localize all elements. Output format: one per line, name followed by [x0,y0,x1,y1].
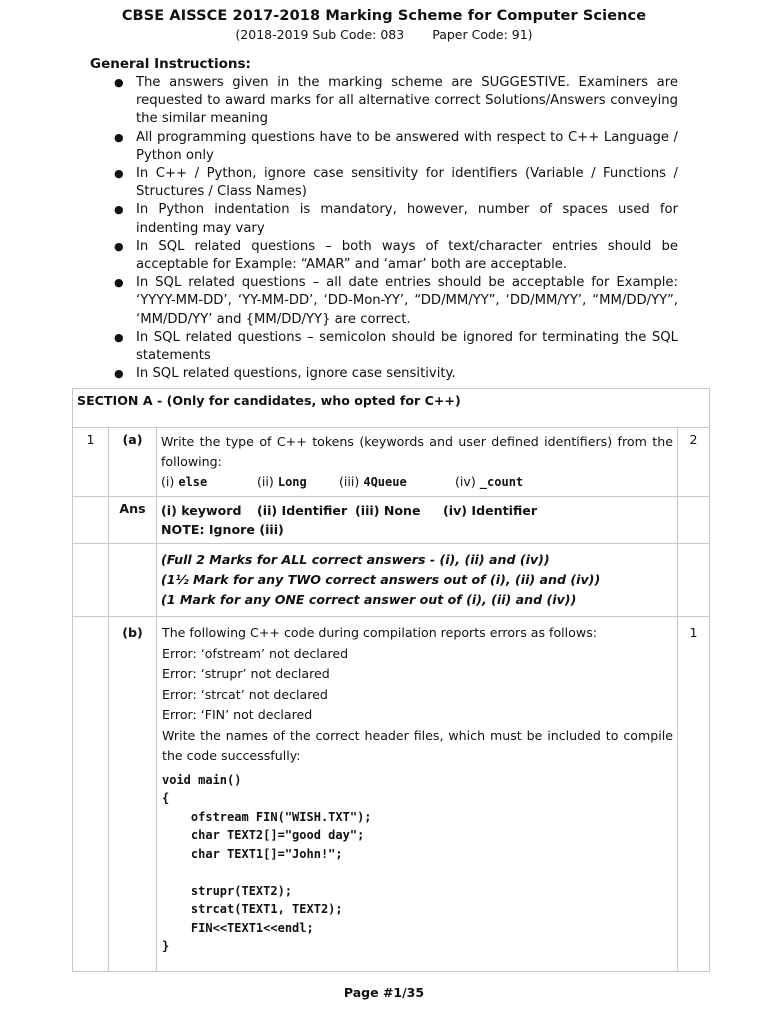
instruction-item [112,129,678,165]
bullet-icon: ● [114,239,124,253]
option-label: (ii) [257,474,274,489]
instruction-item [112,238,678,274]
marking-line: (Full 2 Marks for ALL correct answers - (i), (ii) and (iv)) [161,552,550,567]
question-part: (b) [109,617,157,972]
bullet-icon: ● [114,130,124,144]
instruction-item [112,274,678,329]
question-row [73,617,710,972]
question-marks: 1 [677,617,709,972]
option-label: (i) [161,474,175,489]
empty-cell [73,497,109,544]
error-line: Error: ‘ofstream’ not declared [162,645,349,661]
answer-item: (iv) Identifier [443,503,538,518]
document-title: CBSE AISSCE 2017-2018 Marking Scheme for Computer Science [121,8,647,24]
empty-cell [677,497,709,544]
question-table [72,388,710,972]
marking-line: (1½ Mark for any TWO correct answers out of (i), (ii) and (iv)) [161,572,601,587]
option-token: else [178,475,208,489]
answer-list [161,501,673,520]
error-line: Error: ‘strcat’ not declared [162,686,328,702]
option-label: (iv) [455,474,476,489]
instruction-item [112,165,678,201]
answer-item: (iii) None [355,503,421,518]
instruction-text: In SQL related questions – both ways of text/character entries should be acceptable for Example: “AMAR” and ‘amar’ both are acceptable. [136,238,678,273]
bullet-icon: ● [114,203,124,217]
empty-cell [73,617,109,972]
instruction-text: All programming questions have to be answered with respect to C++ Language / Python only [136,129,678,163]
instruction-text: In SQL related questions – semicolon should be ignored for terminating the SQL statements [136,329,678,364]
option-token: Long [277,475,307,489]
sub-code: (2018-2019 Sub Code: 083 [235,27,405,42]
question-marks: 2 [677,428,709,497]
answer-label: Ans [109,497,157,544]
question-line: The following C++ code during compilation reports errors as follows: [162,625,597,640]
instruction-text: In SQL related questions, ignore case sensitivity. [136,366,456,382]
bullet-icon: ● [114,367,124,381]
answer-row [73,497,710,544]
marking-cell [157,544,678,617]
option-ii [257,472,339,492]
empty-cell [109,544,157,617]
bullet-icon: ● [114,330,124,344]
document-subtitle [0,27,768,42]
empty-cell [73,544,109,617]
instruction-text: In SQL related questions – all date entries should be acceptable for Example: ‘YYYY-MM-DD’, ‘YY-MM-DD’, ‘DD-Mon-YY’, “DD/MM/YY”, ‘DD/MM/YY’, “MM/DD/YY”, ‘MM/DD/YY’ and {MM/DD/YY} are correct. [136,275,678,327]
instruction-text: In C++ / Python, ignore case sensitivity for identifiers (Variable / Functions / Structures / Class Names) [136,166,678,200]
code-block: void main() { ofstream FIN("WISH.TXT"); char TEXT2[]="good day"; char TEXT1[]="John!"; strupr(TEXT2); strcat(TEXT1, TEXT2); FIN<<TEXT1<<endl; } [162,772,372,953]
general-instructions-heading: General Instructions: [90,56,251,72]
question-part: (a) [109,428,157,497]
bullet-icon: ● [114,167,124,181]
answer-item: (ii) Identifier [257,503,348,518]
answer-cell [157,497,678,544]
marking-line: (1 Mark for any ONE correct answer out of (i), (ii) and (iv)) [161,592,577,607]
option-i [161,472,257,492]
token-options [161,472,673,492]
option-token: 4Queue [363,475,407,489]
paper-code: Paper Code: 91) [432,27,533,42]
question-text-cell [157,428,678,497]
bullet-icon: ● [114,76,124,89]
answer-item: (i) keyword [161,503,242,518]
instruction-item [112,201,678,237]
question-row [73,428,710,497]
instruction-item [112,329,678,365]
option-iii [339,472,455,492]
error-line: Error: ‘strupr’ not declared [162,666,330,681]
question-number: 1 [73,428,109,497]
question-text: Write the type of C++ tokens (keywords and user defined identifiers) from the following: [161,434,673,469]
page-number: Page #1/35 [343,985,425,1000]
instruction-item [112,74,678,129]
bullet-icon: ● [114,276,124,290]
question-line: Write the names of the correct header files, which must be included to compile the code successfully: [162,727,673,763]
option-label: (iii) [339,474,360,489]
instruction-text: In Python indentation is mandatory, however, number of spaces used for indenting may vary [136,202,678,236]
marking-row [73,544,710,617]
answer-note: NOTE: Ignore (iii) [161,522,284,537]
instruction-item [112,365,678,383]
instruction-text: The answers given in the marking scheme are SUGGESTIVE. Examiners are requested to award marks for all alternative correct Solutions/Answers conveying the similar meaning [136,75,678,127]
error-line: Error: ‘FIN’ not declared [162,707,313,722]
question-text-cell [157,617,678,972]
option-token: _count [479,475,524,489]
empty-cell [677,544,709,617]
instructions-list [112,74,678,383]
option-iv [455,472,523,492]
section-header-row [73,389,710,428]
section-title: SECTION A - (Only for candidates, who opted for C++) [73,389,710,428]
